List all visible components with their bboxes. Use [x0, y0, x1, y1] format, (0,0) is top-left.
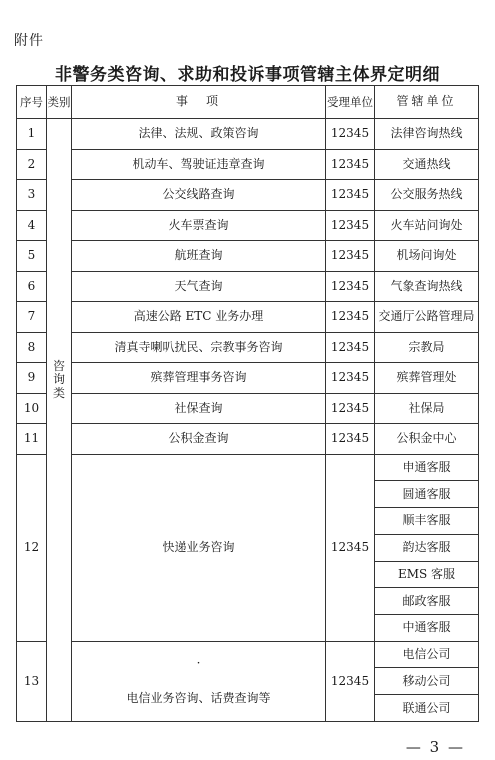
row-item-text: 法律、法规、政策咨询: [138, 126, 259, 141]
list-item: 申通客服: [375, 455, 478, 482]
row-item-text: 殡葬管理事务咨询: [150, 370, 247, 385]
row-seq: 4: [17, 210, 47, 241]
category-label: 咨询类: [53, 359, 66, 400]
table-row: [17, 393, 479, 424]
category-cell: [47, 119, 72, 722]
list-item: 电信公司: [375, 642, 478, 669]
unit-list: [375, 642, 478, 721]
col-receiver-header: 受理单位: [326, 86, 375, 119]
col-seq-header: 序号: [17, 86, 47, 119]
row-item: [72, 393, 326, 424]
row-receiver: 12345: [326, 302, 375, 333]
row-seq: 7: [17, 302, 47, 333]
unit-list: [375, 455, 478, 641]
row-item: [72, 641, 326, 721]
row-seq: 13: [17, 641, 47, 721]
row-item: [72, 454, 326, 641]
row-receiver: 12345: [326, 424, 375, 455]
row-units: 社保局: [375, 393, 479, 424]
list-item: 圆通客服: [375, 481, 478, 508]
row-item-text: 清真寺喇叭扰民、宗教事务咨询: [114, 339, 283, 354]
col-item-header: 事 项: [72, 86, 326, 119]
list-item: 邮政客服: [375, 588, 478, 615]
col-unit-header: 管辖单位: [375, 86, 479, 119]
document-title: 非警务类咨询、求助和投诉事项管辖主体界定明细: [55, 65, 440, 85]
row-item: [72, 149, 326, 180]
row-item: [72, 180, 326, 211]
row-units: [375, 454, 479, 641]
row-seq: 8: [17, 332, 47, 363]
row-receiver: 12345: [326, 210, 375, 241]
table-row: [17, 424, 479, 455]
list-item: EMS 客服: [375, 562, 478, 589]
row-units: [375, 641, 479, 721]
row-item-text: 公积金查询: [168, 431, 229, 446]
row-seq: 1: [17, 119, 47, 150]
row-seq: 12: [17, 454, 47, 641]
row-units: 交通厅公路管理局: [375, 302, 479, 333]
row-units: 殡葬管理处: [375, 363, 479, 394]
row-seq: 3: [17, 180, 47, 211]
table-row: [17, 332, 479, 363]
row-receiver: 12345: [326, 363, 375, 394]
row-seq: 5: [17, 241, 47, 272]
row-units: 机场问询处: [375, 241, 479, 272]
row-units: 公积金中心: [375, 424, 479, 455]
list-item: 韵达客服: [375, 535, 478, 562]
row-seq: 2: [17, 149, 47, 180]
row-item-text: 社保查询: [174, 400, 223, 415]
row-seq: 11: [17, 424, 47, 455]
row-item: [72, 210, 326, 241]
row-units: 公交服务热线: [375, 180, 479, 211]
row-receiver: 12345: [326, 241, 375, 272]
row-receiver: 12345: [326, 393, 375, 424]
row-units: 交通热线: [375, 149, 479, 180]
row-item: [72, 241, 326, 272]
attachment-label: 附件: [14, 33, 44, 49]
table-row: [17, 641, 479, 721]
list-item: 联通公司: [402, 700, 451, 715]
row-item-text: 天气查询: [174, 278, 223, 293]
row-item-text: 电信业务咨询、话费查询等: [126, 691, 271, 706]
table-row: [17, 180, 479, 211]
row-receiver: 12345: [326, 332, 375, 363]
table-row: [17, 454, 479, 641]
row-receiver: 12345: [326, 641, 375, 721]
table-header-row: [17, 86, 479, 119]
row-receiver: 12345: [326, 180, 375, 211]
row-item-text: 航班查询: [174, 248, 223, 263]
row-item: [72, 302, 326, 333]
row-receiver: 12345: [326, 119, 375, 150]
row-units: 宗教局: [375, 332, 479, 363]
row-item-text: 公交线路查询: [162, 187, 235, 202]
row-item: [72, 271, 326, 302]
row-seq: 10: [17, 393, 47, 424]
row-item: [72, 119, 326, 150]
row-units: 气象查询热线: [375, 271, 479, 302]
row-item-text: 机动车、驾驶证违章查询: [132, 156, 265, 171]
table-row: [17, 119, 479, 150]
table-row: [17, 241, 479, 272]
col-category-header: 类别: [47, 86, 72, 119]
list-item: 中通客服: [402, 620, 451, 635]
row-seq: 9: [17, 363, 47, 394]
row-item: [72, 363, 326, 394]
row-receiver: 12345: [326, 454, 375, 641]
page-number: — 3 —: [405, 738, 465, 756]
table-row: [17, 302, 479, 333]
row-mark: ·: [196, 656, 201, 671]
row-receiver: 12345: [326, 149, 375, 180]
row-seq: 6: [17, 271, 47, 302]
table-row: [17, 271, 479, 302]
table-row: [17, 363, 479, 394]
row-item-text: 火车票查询: [168, 217, 229, 232]
row-item: [72, 332, 326, 363]
list-item: 顺丰客服: [375, 508, 478, 535]
row-units: 火车站问询处: [375, 210, 479, 241]
table-row: [17, 149, 479, 180]
row-item-text: 快递业务咨询: [162, 540, 235, 554]
jurisdiction-table: [16, 85, 479, 722]
list-item: 移动公司: [375, 668, 478, 695]
table-row: [17, 210, 479, 241]
row-item: [72, 424, 326, 455]
row-receiver: 12345: [326, 271, 375, 302]
row-item-text: 高速公路 ETC 业务办理: [133, 309, 264, 324]
row-units: 法律咨询热线: [375, 119, 479, 150]
